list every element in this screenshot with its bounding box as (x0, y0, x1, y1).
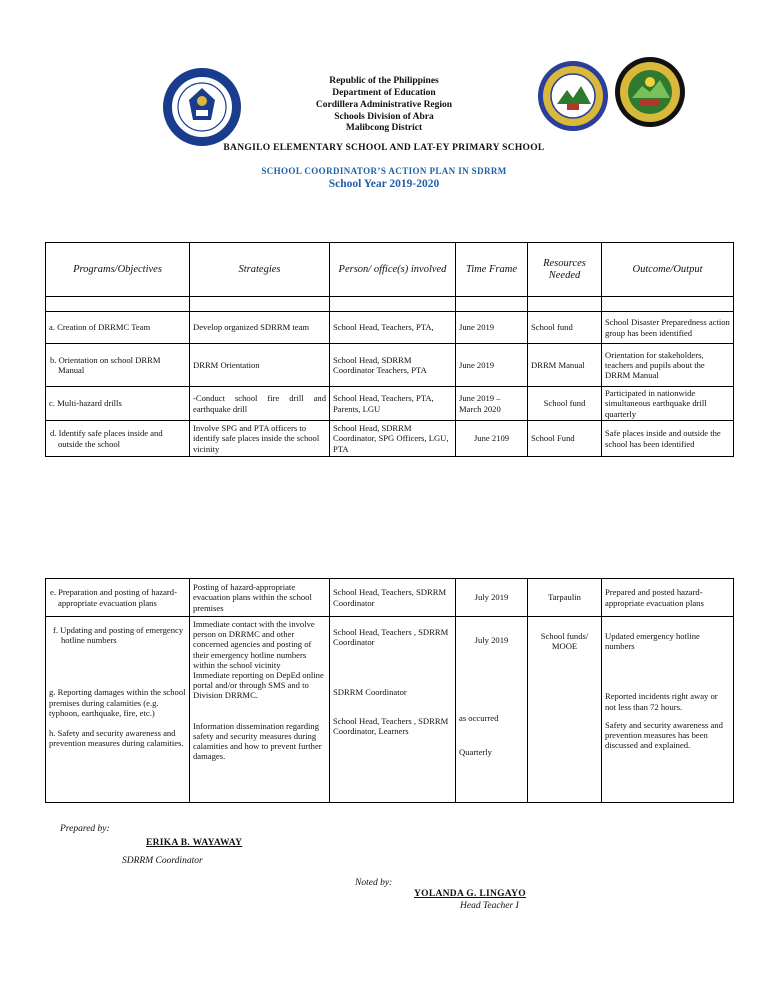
header-persons: Person/ office(s) involved (330, 243, 456, 297)
noted-by-name: YOLANDA G. LINGAYO (414, 889, 526, 899)
cell-strategy: -Conduct school fire drill and earthquake drill (190, 387, 330, 421)
school-year: School Year 2019-2020 (328, 178, 440, 190)
cell-outcome: Reported incidents right away or not less than 72 hours. (605, 691, 718, 712)
cell-time: June 2019 – March 2020 (456, 387, 528, 421)
cell-resources: DRRM Manual (528, 344, 602, 387)
prepared-by-name: ERIKA B. WAYAWAY (146, 838, 243, 848)
cell-program: c. Multi-hazard drills (46, 387, 190, 421)
school-name: BANGILO ELEMENTARY SCHOOL AND LAT-EY PRIMARY SCHOOL (223, 143, 545, 153)
header-programs: Programs/Objectives (46, 243, 190, 297)
header-republic: Republic of the Philippines (329, 76, 439, 86)
cell-strategy: Develop organized SDRRM team (190, 312, 330, 344)
cell-program: g. Reporting damages within the school premises during calamities (e.g. typhoon, earthquake, fire, etc.) (49, 687, 186, 718)
prepared-by-label: Prepared by: (60, 824, 110, 834)
cell-time: Quarterly (459, 747, 492, 758)
cell-program: e. Preparation and posting of hazard-appropriate evacuation plans (46, 579, 190, 617)
table-row (46, 387, 734, 421)
cell-outcome: Updated emergency hotline numbers (605, 631, 700, 652)
noted-by-label: Noted by: (355, 878, 393, 888)
cell-resources: School fund (528, 312, 602, 344)
cell-persons: School Head, Teachers , SDRRM Coordinator (333, 627, 449, 648)
cell-strategy: Information dissemination regarding safety and security measures during calamities and how to prevent further damages. (193, 720, 322, 762)
plan-title: SCHOOL COORDINATOR’S ACTION PLAN IN SDRRM (261, 166, 507, 176)
header-outcome: Outcome/Output (602, 243, 734, 297)
header-region: Cordillera Administrative Region (315, 100, 453, 110)
cell-persons: School Head, Teachers, PTA, Parents, LGU (330, 387, 456, 421)
cell-strategy: Involve SPG and PTA officers to identify safe places inside the school vicinity (190, 421, 330, 457)
table-spacer-row (46, 297, 734, 312)
cell-resources: School Fund (528, 421, 602, 457)
cell-outcome: Orientation for stakeholders, teachers and pupils about the DRRM Manual (602, 344, 734, 387)
cell-persons: School Head, Teachers , SDRRM Coordinator, Learners (333, 715, 449, 736)
cell-persons: School Head, SDRRM Coordinator, SPG Officers, LGU, PTA (330, 421, 456, 457)
cell-program: d. Identify safe places inside and outside the school (46, 421, 190, 457)
cell-persons: School Head, Teachers, PTA, (330, 312, 456, 344)
cell-strategy: Immediate contact with the involve person on DRRMC and other concerned agencies and posting of their emergency hotline numbers within the school vicinity (193, 619, 315, 670)
action-plan-table-part-2 (45, 578, 734, 803)
header-strategies: Strategies (190, 243, 330, 297)
cell-persons: School Head, Teachers, SDRRM Coordinator (330, 579, 456, 617)
cell-outcome: Participated in nationwide simultaneous earthquake drill quarterly (602, 387, 734, 421)
cell-resources: School funds/ MOOE (540, 631, 589, 652)
action-plan-table-part-1 (45, 242, 734, 457)
cell-strategy: DRRM Orientation (190, 344, 330, 387)
prepared-by-title: SDRRM Coordinator (122, 856, 203, 866)
table-row (46, 312, 734, 344)
cell-outcome: Safe places inside and outside the school has been identified (602, 421, 734, 457)
cell-outcome: Prepared and posted hazard-appropriate evacuation plans (602, 579, 734, 617)
cell-time: July 2019 (474, 635, 509, 645)
cell-time: July 2019 (456, 579, 528, 617)
table-row (46, 344, 734, 387)
cell-program: f. Updating and posting of emergency hotline numbers (53, 625, 184, 646)
cell-outcome: School Disaster Preparedness action group has been identified (602, 312, 734, 344)
cell-resources: Tarpaulin (528, 579, 602, 617)
cell-time: June 2109 (456, 421, 528, 457)
noted-by-title: Head Teacher I (460, 901, 519, 911)
cell-strategy: Posting of hazard-appropriate evacuation plans within the school premises (190, 579, 330, 617)
cell-resources: School fund (528, 387, 602, 421)
cell-time: June 2019 (456, 312, 528, 344)
cell-program: b. Orientation on school DRRM Manual (46, 344, 190, 387)
header-district: Malibcong District (345, 123, 423, 133)
table-row-multi (46, 617, 734, 803)
cell-persons: SDRRM Coordinator (333, 687, 407, 698)
header-resources: Resources Needed (528, 243, 602, 297)
table-header-row (46, 243, 734, 297)
table-row (46, 579, 734, 617)
header-division: Schools Division of Abra (334, 112, 434, 122)
table-row (46, 421, 734, 457)
cell-program: a. Creation of DRRMC Team (46, 312, 190, 344)
cell-time: as occurred (459, 713, 499, 724)
cell-outcome: Safety and security awareness and prevention measures has been discussed and explained. (605, 719, 723, 751)
cell-persons: School Head, SDRRM Coordinator Teachers, PTA (330, 344, 456, 387)
header-time-frame: Time Frame (456, 243, 528, 297)
cell-strategy: Immediate reporting on DepEd online portal and/or through SMS and to Division DRRMC. (193, 670, 324, 701)
cell-program: h. Safety and security awareness and prevention measures during calamities. (49, 728, 184, 749)
cell-time: June 2019 (456, 344, 528, 387)
header-department: Department of Education (332, 88, 436, 98)
